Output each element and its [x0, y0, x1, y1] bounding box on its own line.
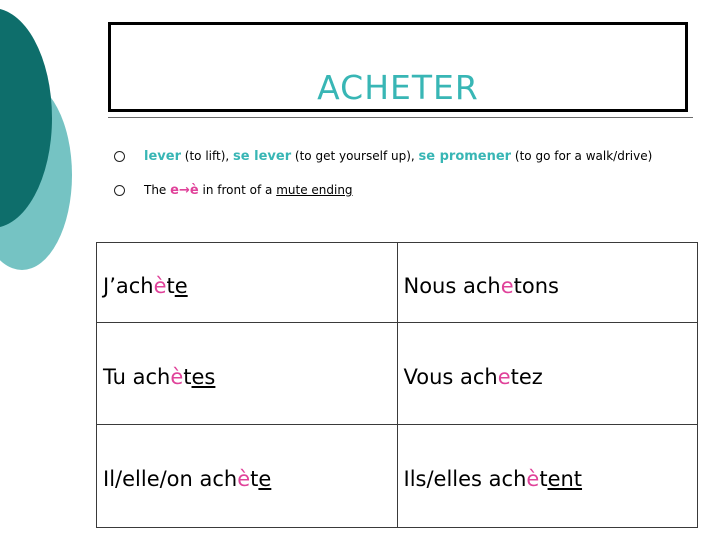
gloss-se-promener: (to go for a walk/drive)	[511, 149, 653, 163]
verb-lever: lever	[144, 149, 181, 164]
table-row	[97, 243, 698, 323]
rule-from-letter: e	[170, 183, 179, 198]
conj-cell-ils	[397, 425, 698, 528]
conj-cell-nous	[397, 243, 698, 323]
rule-to-letter: è	[189, 183, 199, 198]
gloss-se-lever: (to get yourself up),	[291, 149, 419, 163]
conj-ending: ent	[547, 467, 583, 491]
bullet-rule	[114, 182, 684, 199]
conj-accent: è	[526, 467, 540, 491]
conj-accent: e	[500, 273, 514, 298]
conj-text: Nous ach	[403, 273, 501, 298]
rule-text-middle: in front of a	[198, 183, 277, 197]
table-row	[97, 425, 698, 528]
conj-text: tez	[510, 364, 543, 389]
conj-text: Tu ach	[103, 364, 171, 389]
conj-text: Vous ach	[403, 364, 498, 389]
conj-text: t	[166, 273, 175, 298]
conj-text: tons	[513, 273, 559, 298]
bullet-verbs	[114, 148, 684, 165]
conj-text: t	[539, 467, 548, 491]
gloss-lever: (to lift),	[180, 149, 234, 163]
conj-cell-tu	[97, 323, 398, 425]
conj-accent: è	[237, 467, 251, 491]
conjugation-table	[96, 242, 698, 528]
conj-text: Ils/elles ach	[403, 467, 527, 491]
conj-cell-je	[97, 243, 398, 323]
rule-mute-ending: mute ending	[276, 183, 353, 197]
bullet-marker-icon	[114, 151, 125, 162]
conj-cell-il	[97, 425, 398, 528]
table-row	[97, 323, 698, 425]
conj-cell-vous	[397, 323, 698, 425]
conj-ending: es	[191, 364, 216, 389]
arrow-right-icon: →	[178, 183, 190, 198]
title-underline	[108, 117, 693, 118]
conj-text: t	[250, 467, 259, 491]
verb-se-promener: se promener	[418, 149, 512, 164]
conj-ending: e	[174, 273, 188, 298]
conj-text: Il/elle/on ach	[103, 467, 238, 491]
conj-accent: e	[497, 364, 511, 389]
conj-ending: e	[258, 467, 272, 491]
decorative-circles	[0, 0, 100, 300]
conj-accent: è	[170, 364, 184, 389]
conj-accent: è	[153, 273, 167, 298]
bullet-list	[114, 148, 684, 199]
slide-title: ACHETER	[317, 68, 479, 107]
rule-text-start: The	[144, 183, 171, 197]
verb-se-lever: se lever	[233, 149, 292, 164]
conj-text: t	[183, 364, 192, 389]
conj-text: J’ach	[103, 273, 154, 298]
bullet-marker-icon	[114, 185, 125, 196]
